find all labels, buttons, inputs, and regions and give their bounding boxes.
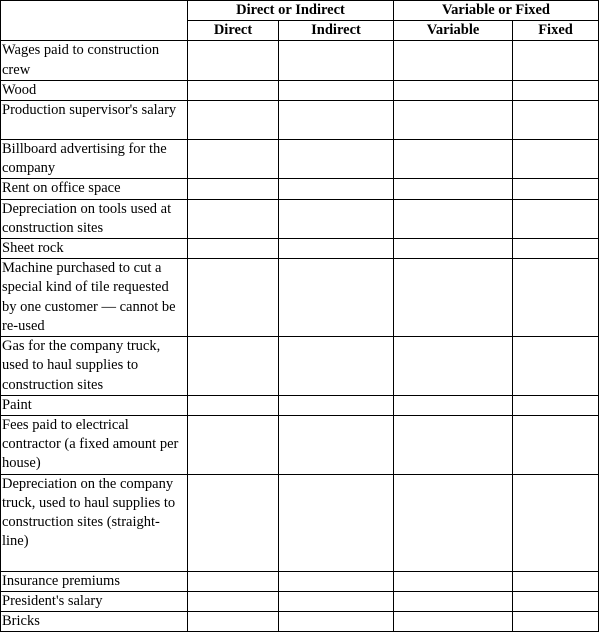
corner-cell (1, 1, 188, 41)
table-row (1, 199, 599, 238)
variable-cell[interactable] (394, 474, 513, 571)
variable-cell[interactable] (394, 80, 513, 100)
indirect-cell[interactable] (279, 591, 394, 611)
header-fixed: Fixed (513, 21, 599, 41)
table-row (1, 179, 599, 199)
direct-cell[interactable] (188, 101, 279, 140)
fixed-cell[interactable] (513, 474, 599, 571)
item-label: Depreciation on the company truck, used to haul supplies to construction sites (straight-line) (1, 474, 188, 571)
table-row (1, 571, 599, 591)
direct-cell[interactable] (188, 140, 279, 179)
variable-cell[interactable] (394, 199, 513, 238)
indirect-cell[interactable] (279, 199, 394, 238)
fixed-cell[interactable] (513, 571, 599, 591)
direct-cell[interactable] (188, 80, 279, 100)
item-label: Depreciation on tools used at construction sites (1, 199, 188, 238)
indirect-cell[interactable] (279, 140, 394, 179)
variable-cell[interactable] (394, 259, 513, 337)
table-row (1, 259, 599, 337)
variable-cell[interactable] (394, 591, 513, 611)
variable-cell[interactable] (394, 41, 513, 80)
indirect-cell[interactable] (279, 416, 394, 475)
fixed-cell[interactable] (513, 179, 599, 199)
fixed-cell[interactable] (513, 199, 599, 238)
direct-cell[interactable] (188, 337, 279, 396)
indirect-cell[interactable] (279, 571, 394, 591)
table-row (1, 416, 599, 475)
indirect-cell[interactable] (279, 474, 394, 571)
table-row (1, 239, 599, 259)
item-label: Paint (1, 395, 188, 415)
table-row (1, 395, 599, 415)
indirect-cell[interactable] (279, 395, 394, 415)
fixed-cell[interactable] (513, 41, 599, 80)
fixed-cell[interactable] (513, 140, 599, 179)
table-row (1, 41, 599, 80)
variable-cell[interactable] (394, 179, 513, 199)
fixed-cell[interactable] (513, 395, 599, 415)
variable-cell[interactable] (394, 416, 513, 475)
item-label: Insurance premiums (1, 571, 188, 591)
indirect-cell[interactable] (279, 179, 394, 199)
indirect-cell[interactable] (279, 259, 394, 337)
table-row (1, 101, 599, 140)
item-label: Fees paid to electrical contractor (a fixed amount per house) (1, 416, 188, 475)
direct-cell[interactable] (188, 395, 279, 415)
fixed-cell[interactable] (513, 337, 599, 396)
indirect-cell[interactable] (279, 80, 394, 100)
item-label: Wood (1, 80, 188, 100)
variable-cell[interactable] (394, 140, 513, 179)
item-label: Sheet rock (1, 239, 188, 259)
item-label: Production supervisor's salary (1, 101, 188, 140)
direct-cell[interactable] (188, 199, 279, 238)
fixed-cell[interactable] (513, 101, 599, 140)
direct-cell[interactable] (188, 474, 279, 571)
direct-cell[interactable] (188, 591, 279, 611)
indirect-cell[interactable] (279, 41, 394, 80)
header-variable: Variable (394, 21, 513, 41)
fixed-cell[interactable] (513, 239, 599, 259)
indirect-cell[interactable] (279, 337, 394, 396)
direct-cell[interactable] (188, 259, 279, 337)
item-label: Billboard advertising for the company (1, 140, 188, 179)
variable-cell[interactable] (394, 395, 513, 415)
table-row (1, 80, 599, 100)
header-direct-or-indirect: Direct or Indirect (188, 1, 394, 21)
header-variable-or-fixed: Variable or Fixed (394, 1, 599, 21)
fixed-cell[interactable] (513, 416, 599, 475)
table-row (1, 140, 599, 179)
direct-cell[interactable] (188, 179, 279, 199)
indirect-cell[interactable] (279, 239, 394, 259)
header-indirect: Indirect (279, 21, 394, 41)
variable-cell[interactable] (394, 101, 513, 140)
item-label: Gas for the company truck, used to haul supplies to construction sites (1, 337, 188, 396)
direct-cell[interactable] (188, 41, 279, 80)
fixed-cell[interactable] (513, 591, 599, 611)
variable-cell[interactable] (394, 239, 513, 259)
item-label: Machine purchased to cut a special kind of tile requested by one customer — cannot be re-used (1, 259, 188, 337)
direct-cell[interactable] (188, 416, 279, 475)
variable-cell[interactable] (394, 337, 513, 396)
header-direct: Direct (188, 21, 279, 41)
table-row (1, 474, 599, 571)
variable-cell[interactable] (394, 571, 513, 591)
fixed-cell[interactable] (513, 259, 599, 337)
table-row (1, 337, 599, 396)
fixed-cell[interactable] (513, 80, 599, 100)
item-label: Bricks (1, 612, 188, 632)
indirect-cell[interactable] (279, 101, 394, 140)
direct-cell[interactable] (188, 571, 279, 591)
item-label: President's salary (1, 591, 188, 611)
table-row (1, 591, 599, 611)
direct-cell[interactable] (188, 239, 279, 259)
item-label: Rent on office space (1, 179, 188, 199)
item-label: Wages paid to construction crew (1, 41, 188, 80)
